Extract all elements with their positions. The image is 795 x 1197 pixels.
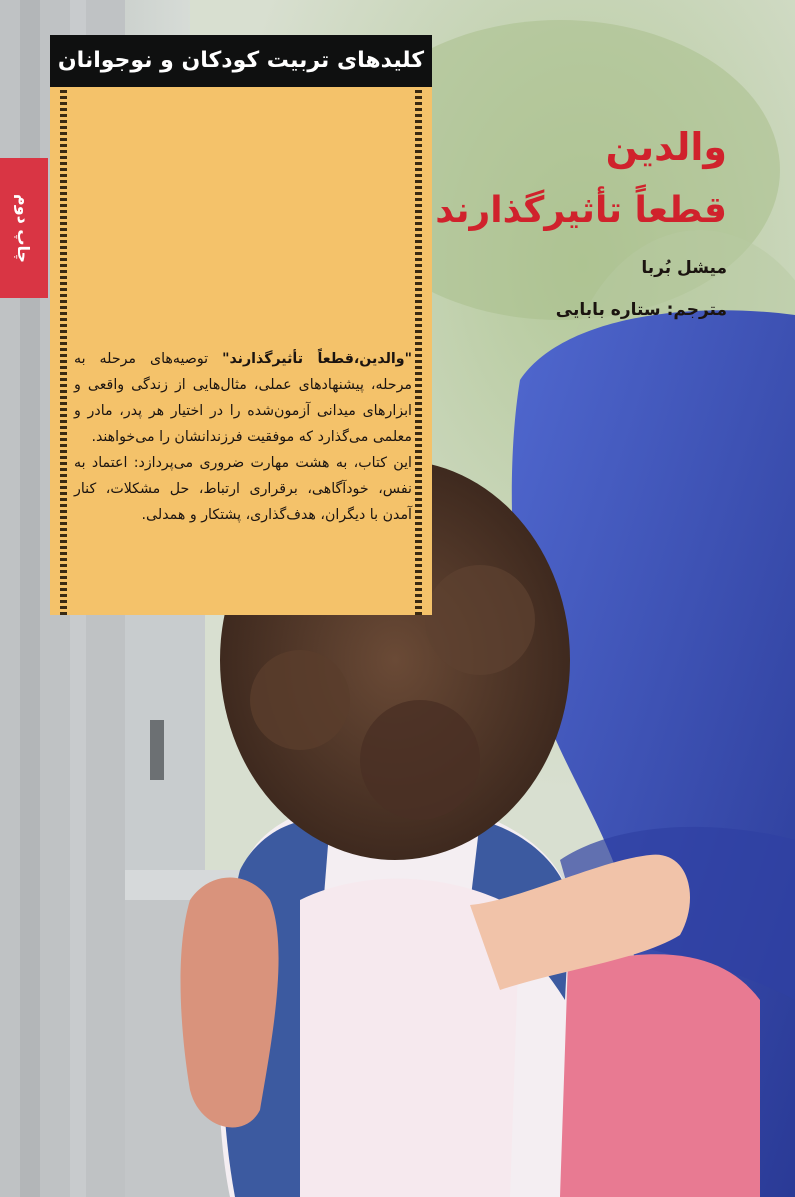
book-title-line1: والدین xyxy=(605,125,727,169)
book-title-line2: قطعاً تأثیرگذارند xyxy=(435,190,727,231)
author-name: میشل بُربا xyxy=(641,258,727,278)
panel-border-left xyxy=(60,87,67,615)
panel-border-right xyxy=(415,87,422,615)
edition-tab xyxy=(0,158,48,298)
description-quote: "والدین،قطعاً تأثیرگذارند" xyxy=(222,351,412,367)
description-paragraph-1 xyxy=(74,346,412,450)
book-description xyxy=(74,346,412,528)
edition-label: چاپ دوم xyxy=(14,193,34,263)
series-banner: کلیدهای تربیت کودکان و نوجوانان xyxy=(50,35,432,87)
translator-name: مترجم: ستاره بابایی xyxy=(555,300,727,320)
description-text-1: توصیه‌های مرحله به مرحله، پیشنهادهای عملی، مثال‌هایی از زندگی واقعی و ابزارهای میدانی آزمون‌شده را در اختیار هر پدر، مادر و معلمی می‌گذارد که موفقیت فرزندانشان را می‌خواهند. xyxy=(74,351,412,445)
description-paragraph-2: این کتاب، به هشت مهارت ضروری می‌پردازد: اعتماد به نفس، خودآگاهی، برقراری ارتباط، حل مشکلات، کنار آمدن با دیگران، هدف‌گذاری، پشتکار و همدلی. xyxy=(74,455,412,523)
